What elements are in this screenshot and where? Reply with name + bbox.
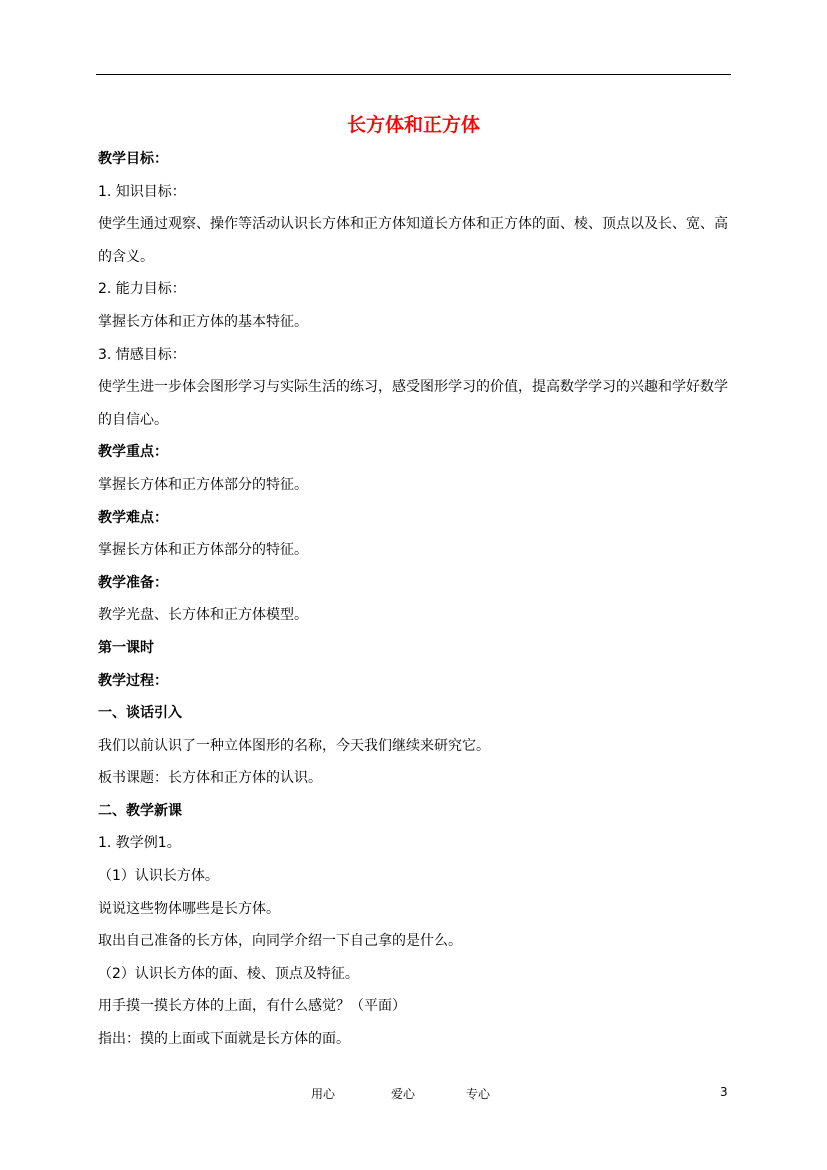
paragraph: 使学生进一步体会图形学习与实际生活的练习，感受图形学习的价值，提高数学学习的兴趣和学好数学的自信心。 (98, 379, 728, 428)
heading-objectives: 教学目标： (98, 151, 168, 167)
heading-difficulties: 教学难点： (98, 509, 168, 526)
heading-section-2: 二、教学新课 (98, 802, 182, 819)
heading-section-1: 一、谈话引入 (98, 705, 182, 722)
list-item: 1. 教学例1。 (98, 835, 181, 852)
paragraph: 掌握长方体和正方体的基本特征。 (98, 313, 308, 330)
header-rule (96, 74, 731, 75)
heading-lesson: 第一课时 (98, 639, 154, 656)
paragraph: 指出：摸的上面或下面就是长方体的面。 (98, 1031, 350, 1048)
paragraph: 取出自己准备的长方体，向同学介绍一下自己拿的是什么。 (98, 933, 462, 950)
paragraph: 使学生通过观察、操作等活动认识长方体和正方体知道长方体和正方体的面、棱、顶点以及长、宽、高的含义。 (98, 216, 728, 265)
footer-word: 爱心 (391, 1087, 416, 1101)
list-item: 2. 能力目标： (98, 281, 186, 298)
footer-word: 专心 (466, 1087, 491, 1101)
paragraph: 掌握长方体和正方体部分的特征。 (98, 542, 308, 559)
document-body (98, 148, 738, 1061)
page-number: 3 (720, 1085, 728, 1099)
list-item: （1）认识长方体。 (98, 868, 219, 885)
list-item: 3. 情感目标： (98, 346, 186, 363)
footer-word: 用心 (311, 1087, 336, 1101)
paragraph: 说说这些物体哪些是长方体。 (98, 900, 280, 917)
heading-process: 教学过程： (98, 672, 168, 689)
list-item: 1. 知识目标： (98, 183, 186, 200)
paragraph: 教学光盘、长方体和正方体模型。 (98, 607, 308, 624)
list-item: （2）认识长方体的面、棱、顶点及特征。 (98, 965, 359, 982)
paragraph: 板书课题：长方体和正方体的认识。 (98, 770, 322, 787)
heading-preparation: 教学准备： (98, 574, 168, 591)
paragraph: 掌握长方体和正方体部分的特征。 (98, 476, 308, 493)
heading-key-points: 教学重点： (98, 444, 168, 461)
paragraph: 用手摸一摸长方体的上面，有什么感觉？（平面） (98, 998, 406, 1015)
paragraph: 我们以前认识了一种立体图形的名称，今天我们继续来研究它。 (98, 737, 490, 754)
document-title: 长方体和正方体 (346, 114, 480, 136)
